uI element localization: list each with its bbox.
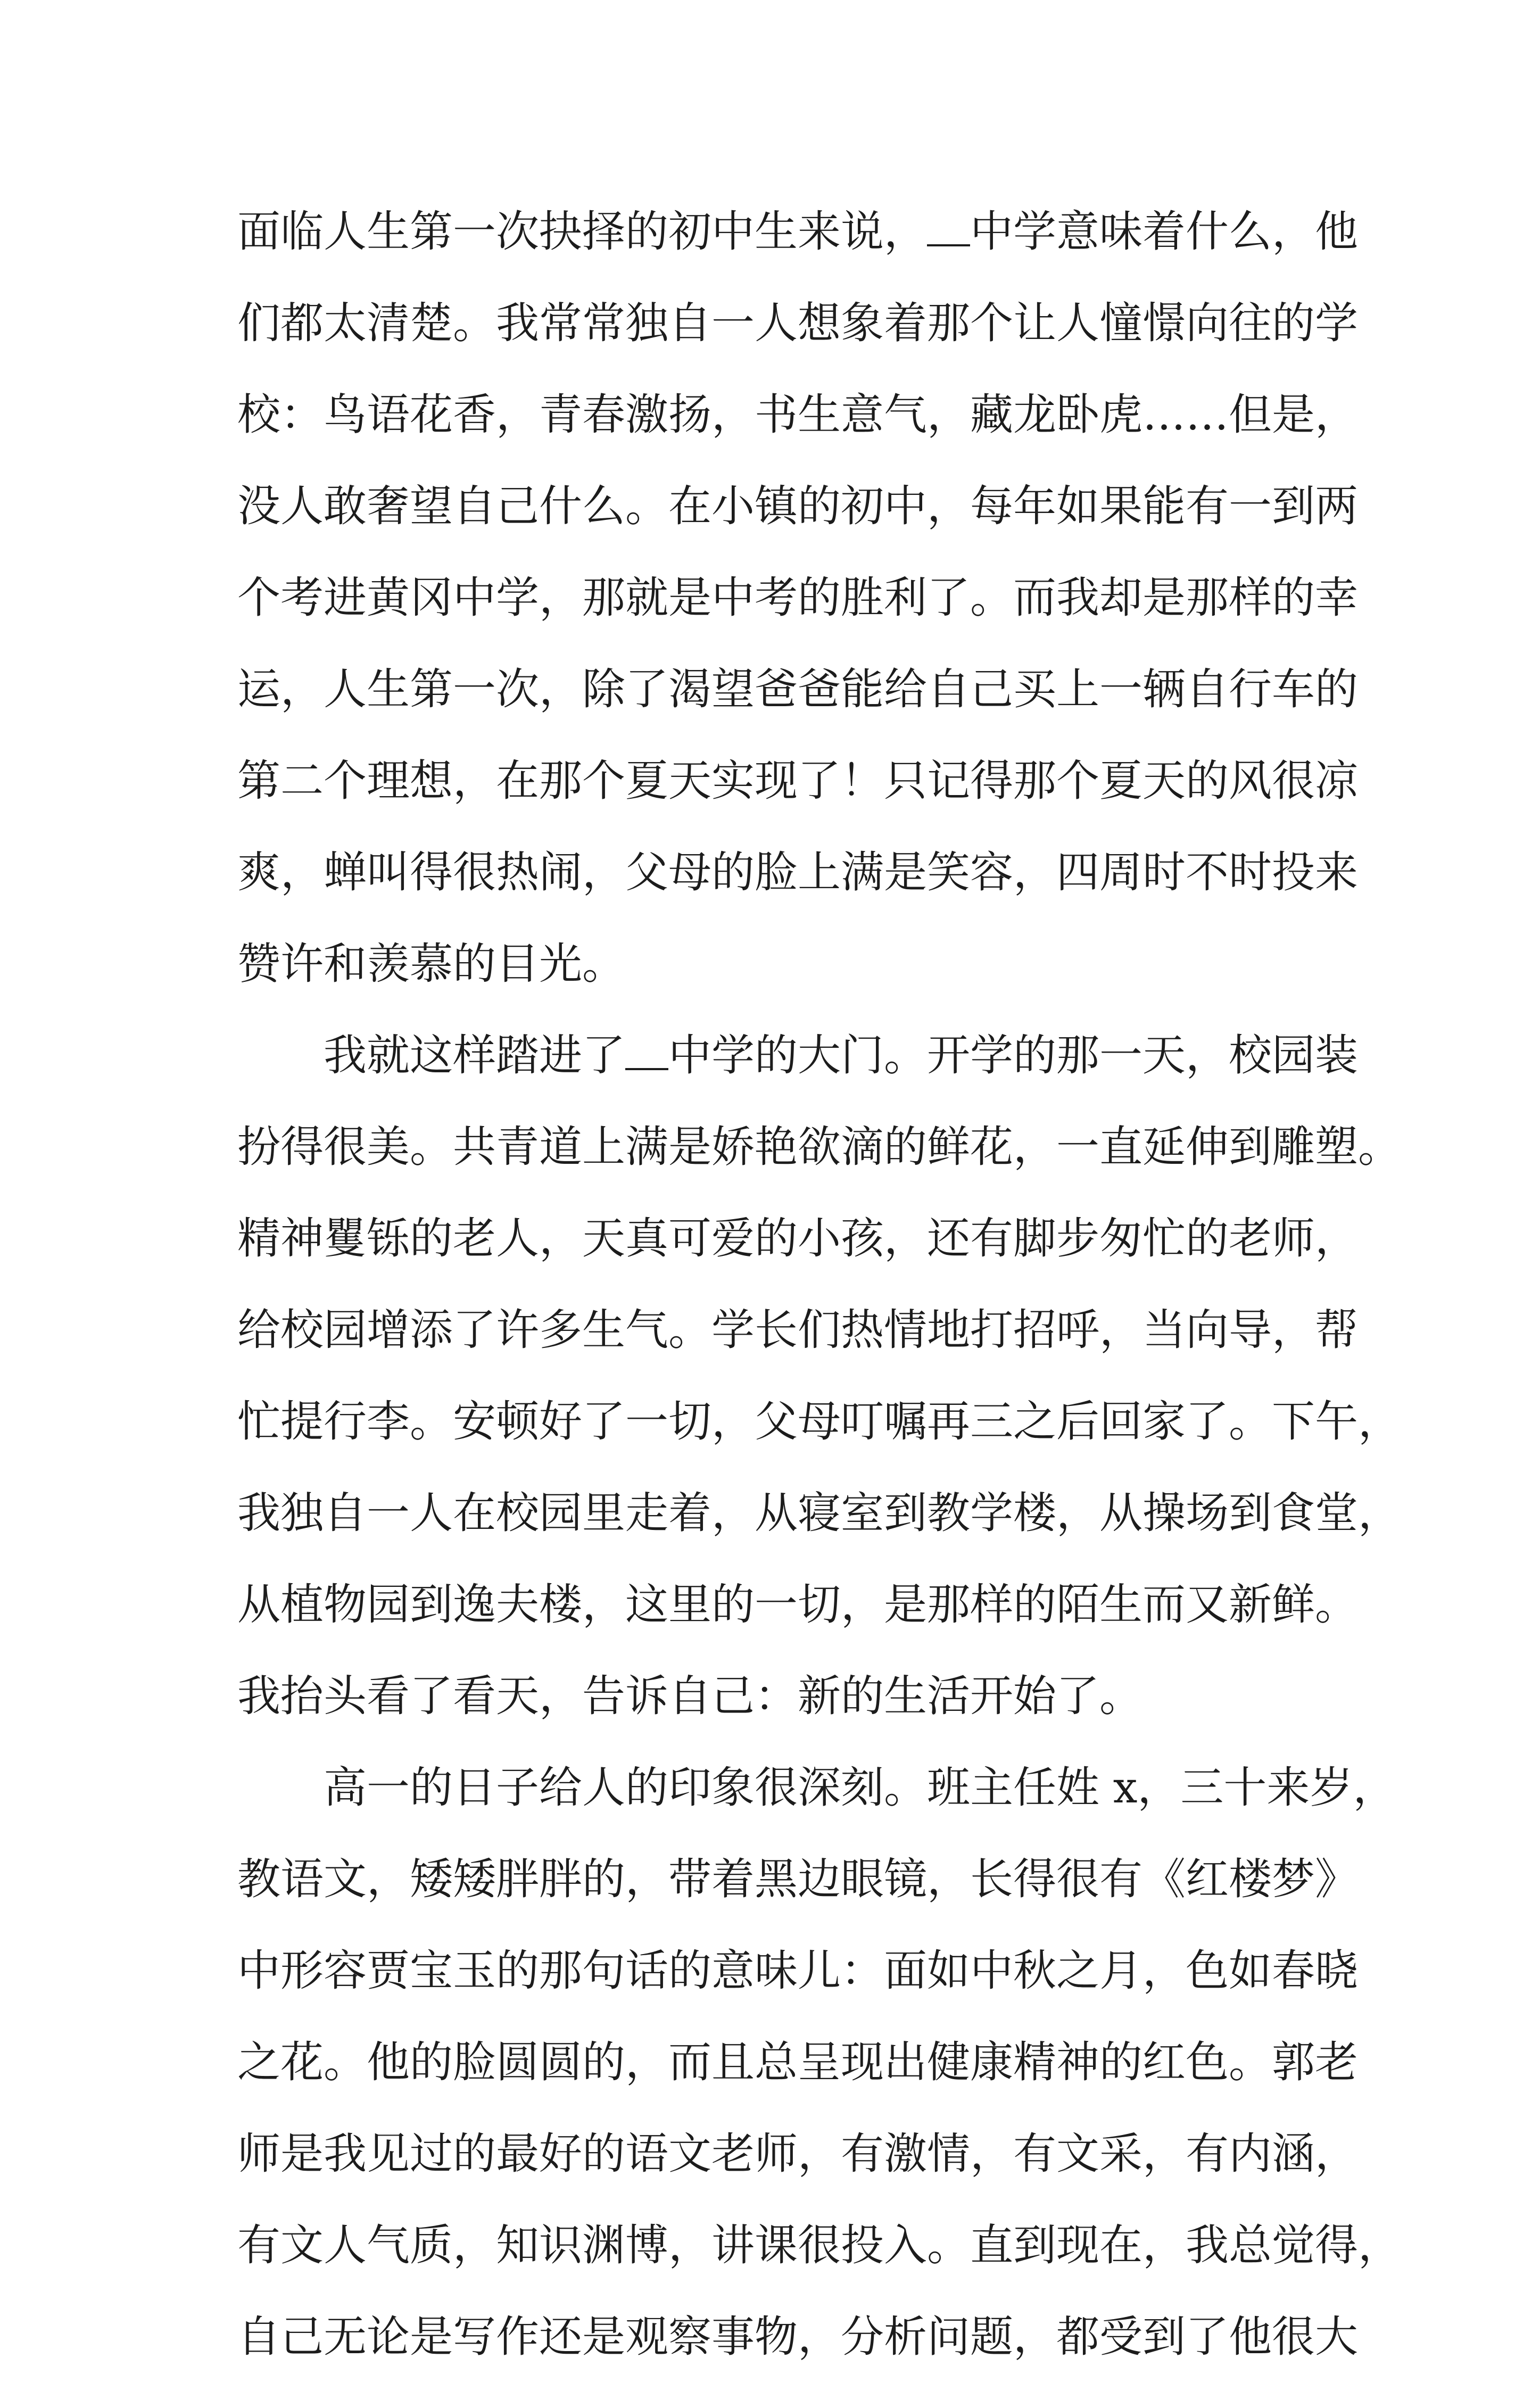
text-segment: 们都太清楚。我常常独自一人想象着那个让人憧憬向往的学 <box>237 299 1359 349</box>
text-segment: 我独自一人在校园里走着，从寝室到教学楼，从操场到食堂， <box>237 1488 1402 1538</box>
text-line <box>237 1285 1359 1376</box>
text-line <box>237 2108 1359 2200</box>
paragraph <box>237 1742 1402 2383</box>
text-segment: 教语文，矮矮胖胖的，带着黑边眼镜，长得很有《红楼梦》 <box>237 1855 1359 1905</box>
text-segment: 从植物园到逸夫楼，这里的一切，是那样的陌生而又新鲜。 <box>237 1580 1359 1630</box>
text-line <box>237 644 1359 735</box>
text-line <box>237 369 1359 461</box>
text-line <box>237 1834 1359 1925</box>
text-segment: 我就这样踏进了 <box>324 1031 626 1081</box>
text-line <box>237 735 1359 827</box>
text-line <box>237 461 1359 552</box>
text-line <box>237 2200 1402 2291</box>
text-segment: 有文人气质，知识渊博，讲课很投入。直到现在，我总觉得， <box>237 2221 1402 2271</box>
body-text <box>237 186 1402 2383</box>
paragraph <box>237 1010 1402 1742</box>
text-line <box>237 552 1359 644</box>
text-line <box>237 1559 1359 1651</box>
text-segment: 赞许和羡慕的目光。 <box>237 939 626 989</box>
text-segment: 运，人生第一次，除了渴望爸爸能给自己买上一辆自行车的 <box>237 665 1359 715</box>
text-line <box>237 1742 1396 1834</box>
paragraph <box>237 186 1359 1010</box>
text-segment: 忙提行李。安顿好了一切，父母叮嘱再三之后回家了。下午， <box>237 1397 1402 1447</box>
text-segment: 校：鸟语花香，青春激扬，书生意气，藏龙卧虎……但是， <box>237 390 1359 440</box>
text-line <box>237 827 1359 919</box>
text-segment: 面临人生第一次抉择的初中生来说， <box>237 207 928 257</box>
text-line <box>237 1010 1359 1102</box>
text-segment: 中形容贾宝玉的那句话的意味儿：面如中秋之月，色如春晓 <box>237 1946 1359 1996</box>
text-line <box>237 1651 1355 1742</box>
text-segment: 爽，蝉叫得很热闹，父母的脸上满是笑容，四周时不时投来 <box>237 848 1359 898</box>
text-segment: 没人敢奢望自己什么。在小镇的初中，每年如果能有一到两 <box>237 482 1359 532</box>
text-segment: 给校园增添了许多生气。学长们热情地打招呼，当向导，帮 <box>237 1305 1359 1355</box>
text-segment: 中学的大门。开学的那一天，校园装 <box>668 1031 1359 1081</box>
text-segment: 自己无论是写作还是观察事物，分析问题，都受到了他很大 <box>237 2312 1359 2362</box>
text-segment: 师是我见过的最好的语文老师，有激情，有文采，有内涵， <box>237 2129 1359 2179</box>
text-line <box>237 1102 1402 1193</box>
text-segment: 中学意味着什么，他 <box>970 207 1359 257</box>
text-segment: 第二个理想，在那个夏天实现了！只记得那个夏天的风很凉 <box>237 756 1359 806</box>
text-segment: 个考进黄冈中学，那就是中考的胜利了。而我却是那样的幸 <box>237 573 1359 623</box>
text-segment: 高一的日子给人的印象很深刻。班主任姓 x，三十来岁， <box>324 1763 1396 1813</box>
text-line <box>237 1376 1402 1468</box>
text-line <box>237 919 1355 1010</box>
fill-in-blank <box>927 212 970 246</box>
text-segment: 精神矍铄的老人，天真可爱的小孩，还有脚步匆忙的老师， <box>237 1214 1359 1264</box>
text-line <box>237 186 1359 278</box>
text-segment: 我抬头看了看天，告诉自己：新的生活开始了。 <box>237 1672 1143 1722</box>
text-segment: 之花。他的脸圆圆的，而且总呈现出健康精神的红色。郭老 <box>237 2038 1359 2088</box>
text-line <box>237 1468 1402 1559</box>
text-segment: 扮得很美。共青道上满是娇艳欲滴的鲜花，一直延伸到雕塑。 <box>237 1122 1402 1172</box>
text-line <box>237 278 1359 369</box>
text-line <box>237 1193 1359 1285</box>
text-line <box>237 2291 1359 2383</box>
fill-in-blank <box>625 1036 668 1070</box>
text-line <box>237 1925 1359 2017</box>
text-line <box>237 2017 1359 2108</box>
